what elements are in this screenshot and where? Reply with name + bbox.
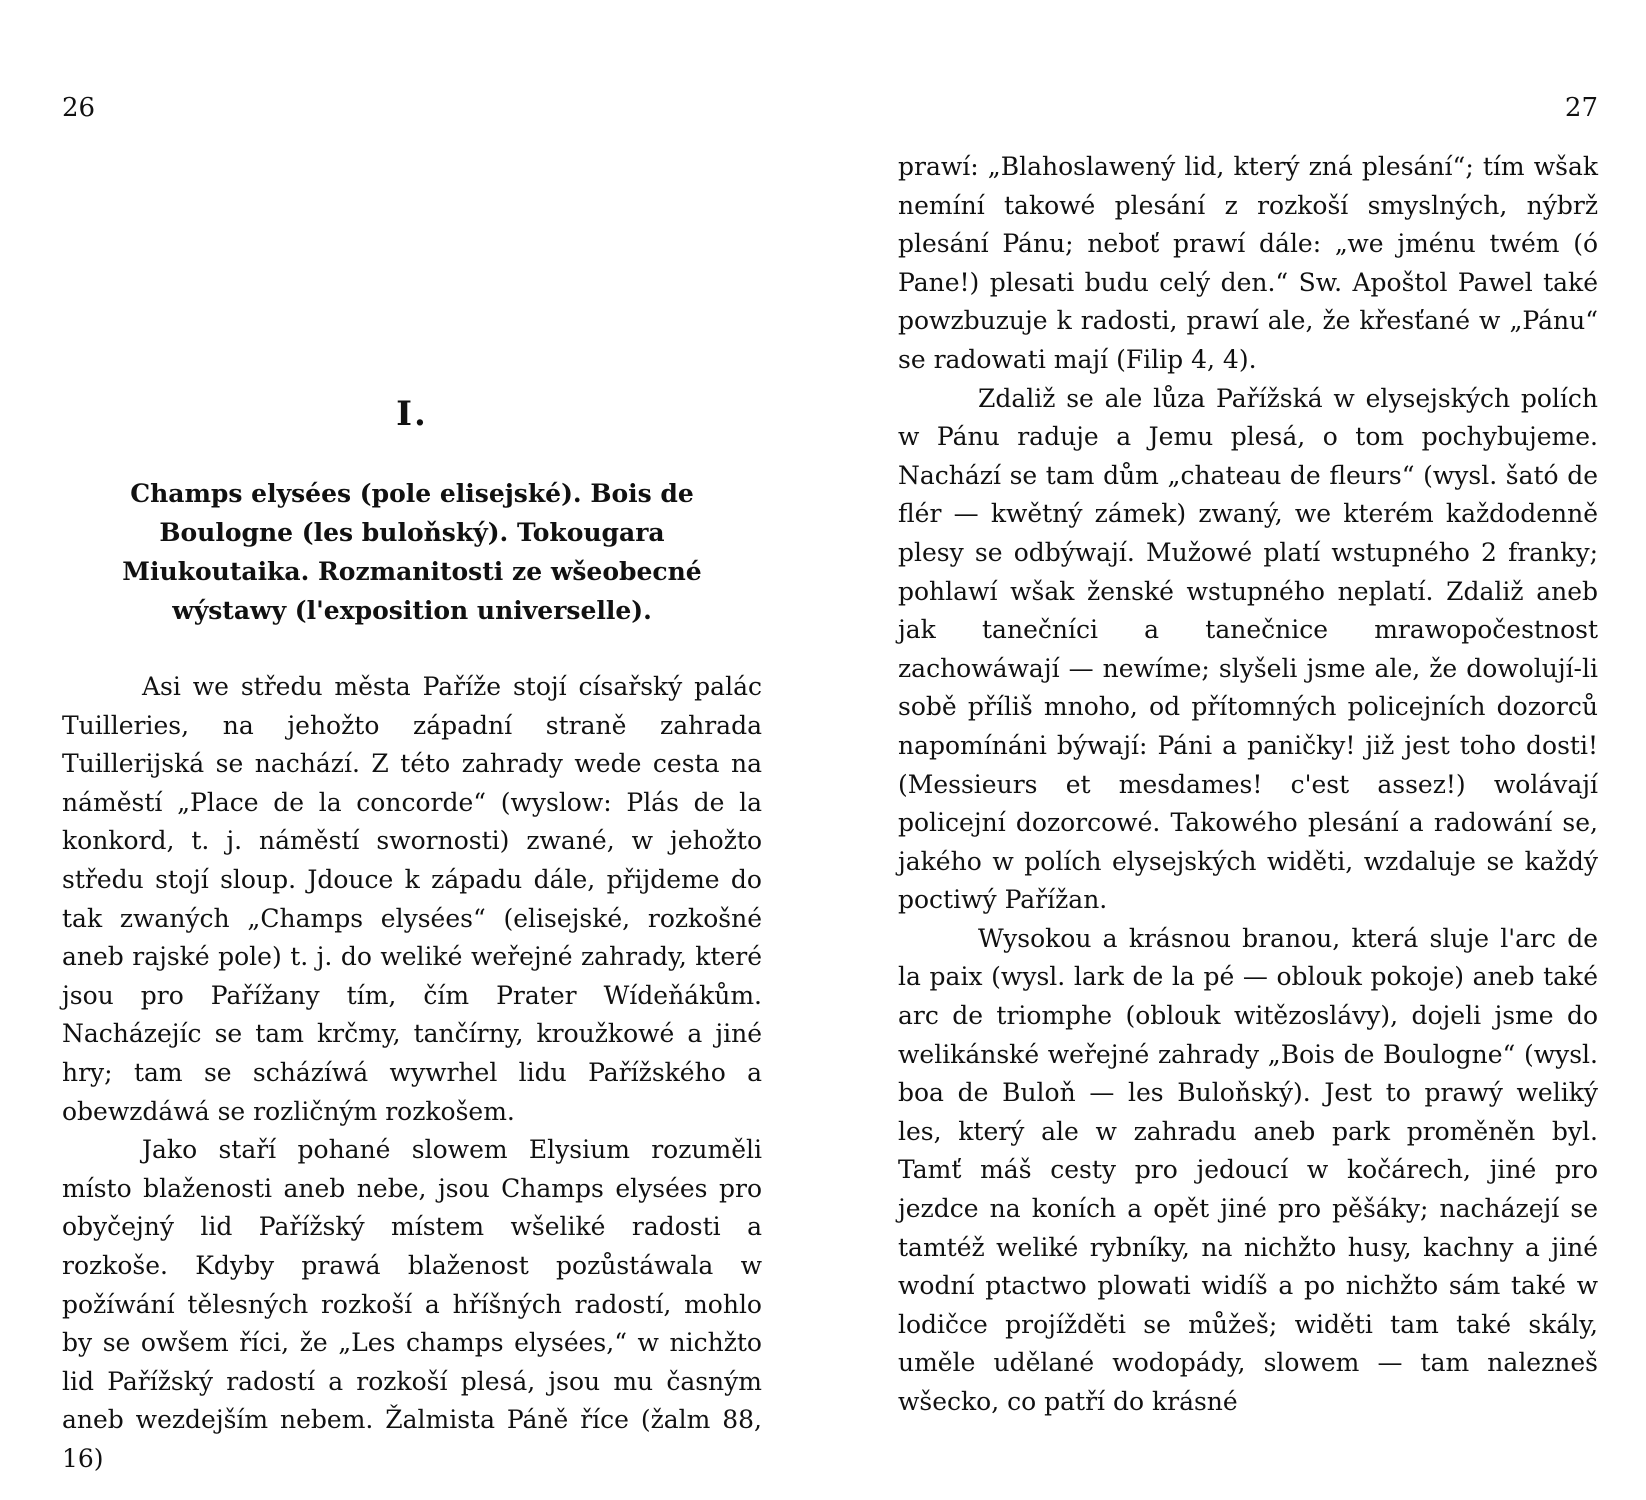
paragraph: Wysokou a krásnou branou, která sluje l'arc de la paix (wysl. lark de la pé — oblouk pokoje) aneb také arc de triomphe (oblouk witězoslávy), dojeli jsme do welikánské weřejné zahrady „Bois de Boulogne“ (wysl. boa de Buloň — les Buloňský). Jest to prawý weliký les, který ale w zahradu aneb park proměněn byl. Tamť máš cesty pro jedoucí w kočárech, jiné pro jezdce na koních a opět jiné pro pěšáky; nacházejí se tamtéž weliké rybníky, na nichžto husy, kachny a jiné wodní ptactwo plowati widíš a po nichžto sám také w lodičce projížděti se můžeš; widěti tam také skály, uměle udělané wodopády, slowem — tam nalezneš wšecko, co patří do krásné	[898, 923, 1598, 1416]
body-text	[898, 148, 1598, 1422]
page-number: 26	[62, 93, 96, 123]
paragraph: Asi we středu města Paříže stojí císařský palác Tuilleries, na jehožto západní straně zahrada Tuillerijská se nachází. Z této zahrady wede cesta na náměstí „Place de la concorde“ (wyslow: Plás de la konkord, t. j. náměstí swornosti) zwané, w jehožto středu stojí sloup. Jdouce k západu dále, přijdeme do tak zwaných „Champs elysées“ (elisejské, rozkošné aneb rajské pole) t. j. do weliké weřejné zahrady, které jsou pro Pařížany tím, čím Prater Wídeňákům. Nacházejíc se tam krčmy, tančírny, kroužkowé a jiné hry; tam se scházíwá wywrhel lidu Pařížského a obewzdáwá se rozličným rozkošem.	[62, 672, 762, 1126]
chapter-numeral: I.	[396, 394, 428, 434]
paragraph: prawí: „Blahoslawený lid, který zná plesání“; tím wšak nemíní takowé plesání z rozkoší smyslných, nýbrž plesání Pánu; neboť prawí dále: „we jménu twém (ó Pane!) plesati budu celý den.“ Sw. Apoštol Pawel také powzbuzuje k radosti, prawí ale, že křesťané w „Pánu“ se radowati mají (Filip 4, 4).	[898, 152, 1598, 374]
right-page	[880, 0, 1646, 1500]
left-page	[0, 0, 810, 1500]
paragraph: Zdaliž se ale lůza Pařížská w elysejských polích w Pánu raduje a Jemu plesá, o tom pochybujeme. Nachází se tam dům „chateau de fleurs“ (wysl. šató de flér — kwětný zámek) zwaný, we kterém každodenně plesy se odbýwají. Mužowé platí wstupného 2 franky; pohlawí wšak ženské wstupného neplatí. Zdaliž aneb jak tanečníci a tanečnice mrawopočestnost zachowáwají — newíme; slyšeli jsme ale, že dowolují-li sobě příliš mnoho, od přítomných policejních dozorců napomínáni býwají: Páni a paničky! již jest toho dosti! (Messieurs et mesdames! c'est assez!) wolávají policejní dozorcowé. Takowého plesání a radowání se, jakého w polích elysejských widěti, wzdaluje se každý poctiwý Pařížan.	[898, 383, 1598, 915]
paragraph: Jako staří pohané slowem Elysium rozuměli místo blaženosti aneb nebe, jsou Champs elysées pro obyčejný lid Pařížský místem wšeliké radosti a rozkoše. Kdyby prawá blaženost pozůstáwala w požíwání tělesných rozkoší a hříšných radostí, mohlo by se owšem říci, že „Les champs elysées,“ w nichžto lid Pařížský radostí a rozkoší plesá, jsou mu časným aneb wezdejším nebem. Žalmista Páně říce (žalm 88, 16)	[62, 1135, 762, 1473]
chapter-heading: Champs elysées (pole elisejské). Bois de Boulogne (les buloňský). Tokougara Miukoutaika. Rozmanitosti ze wšeobecné wýstawy (l'exposition universelle).	[122, 479, 702, 625]
body-text	[62, 668, 762, 1478]
page-number: 27	[1564, 93, 1598, 123]
